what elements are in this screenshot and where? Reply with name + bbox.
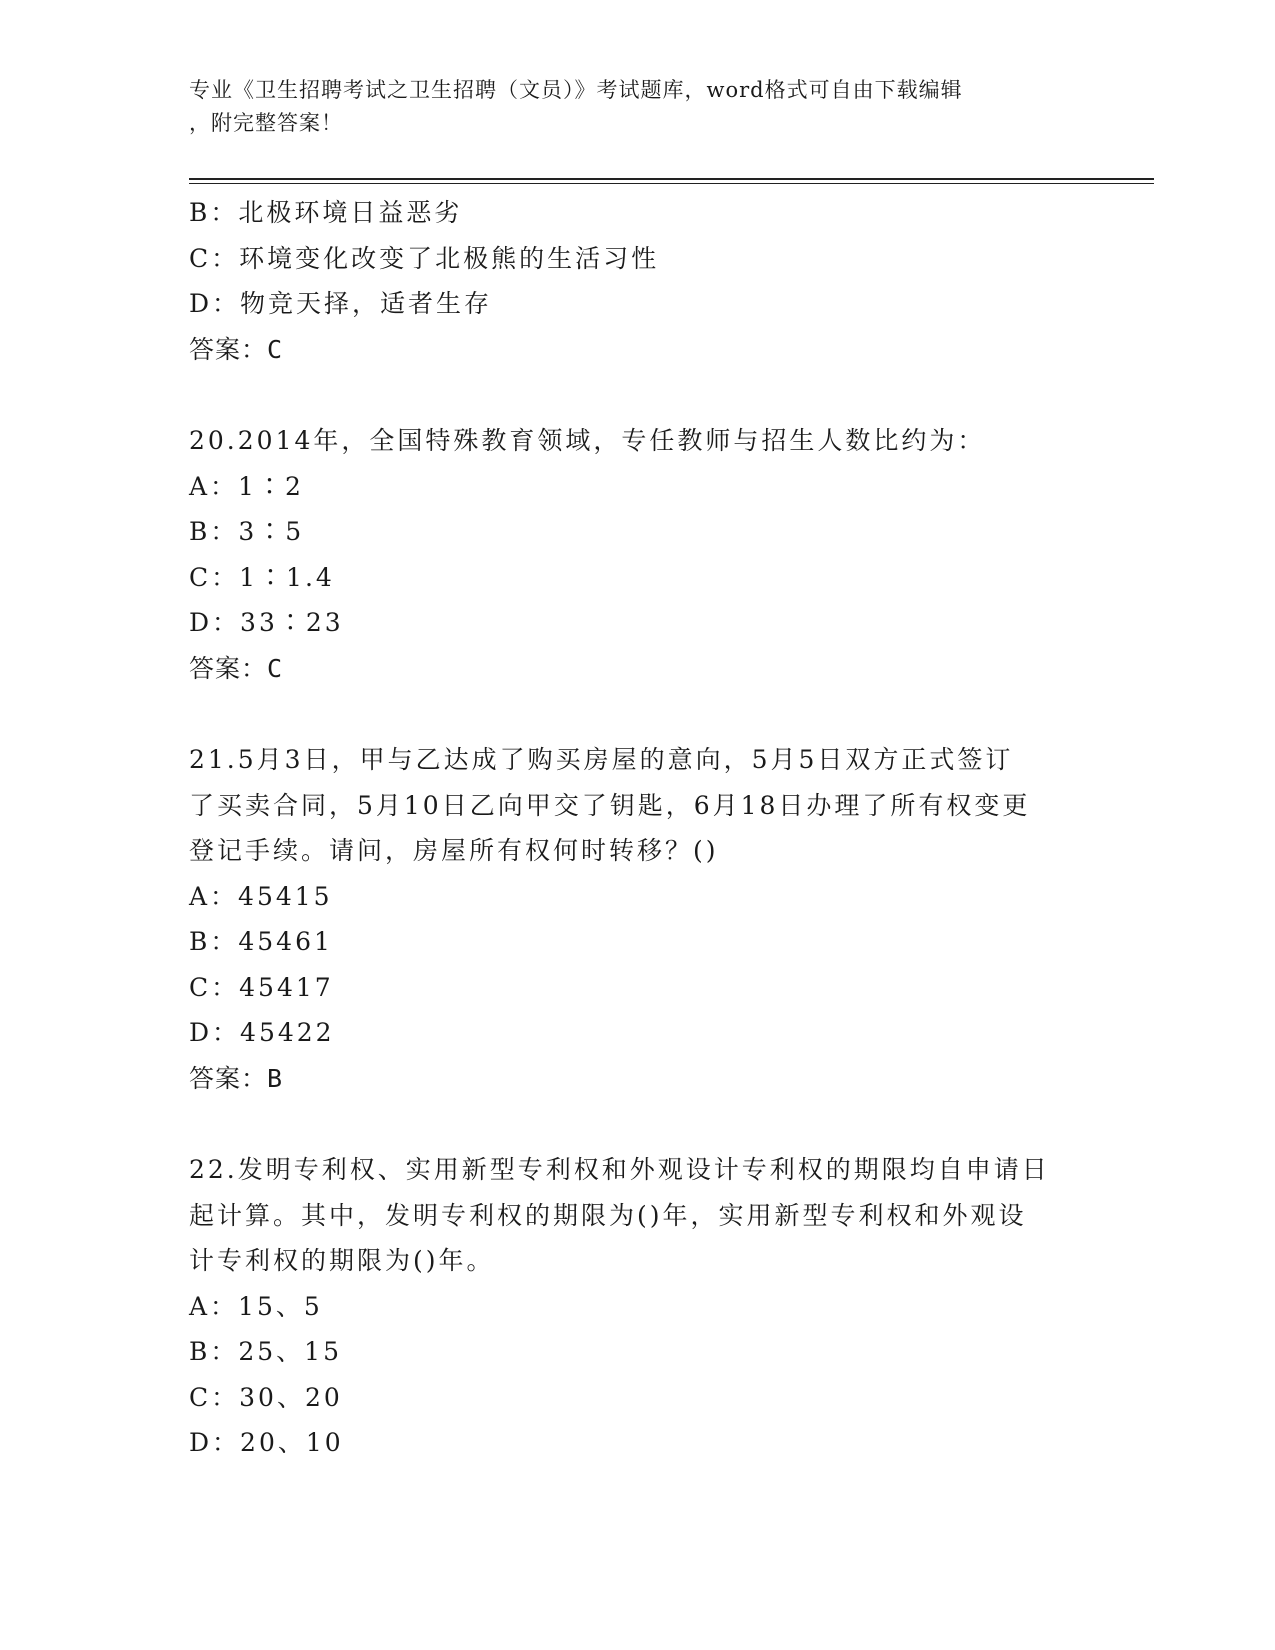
- option-d: D：45422: [189, 1018, 335, 1047]
- question-stem-line-1: 22.发明专利权、实用新型专利权和外观设计专利权的期限均自申请日: [189, 1155, 1050, 1184]
- header-divider-thick: [189, 178, 1154, 180]
- option-a: A：45415: [189, 881, 333, 911]
- question-stem-line-2: 起计算。其中，发明专利权的期限为()年，实用新型专利权和外观设: [189, 1200, 1027, 1230]
- option-b: B：北极环境日益恶劣: [189, 198, 463, 227]
- option-d: D：33∶23: [189, 608, 344, 637]
- header-line-2: ，附完整答案！: [189, 111, 343, 135]
- option-c: C：1∶1.4: [189, 562, 335, 592]
- question-21: [189, 737, 1089, 1101]
- question-stem-line-2: 了买卖合同，5月10日乙向甲交了钥匙，6月18日办理了所有权变更: [189, 790, 1031, 820]
- option-c: C：45417: [189, 972, 334, 1002]
- question-stem-line-3: 登记手续。请问，房屋所有权何时转移？(): [189, 836, 719, 865]
- answer: 答案：B: [189, 1063, 284, 1093]
- answer: 答案：C: [189, 653, 284, 683]
- option-c: C：30、20: [189, 1382, 343, 1412]
- question-stem-line-3: 计专利权的期限为()年。: [189, 1246, 495, 1275]
- question-content: [189, 190, 1089, 1466]
- option-b: B：25、15: [189, 1337, 342, 1366]
- option-c: C：环境变化改变了北极熊的生活习性: [189, 243, 660, 273]
- option-d: D：物竞天择，适者生存: [189, 289, 493, 318]
- option-b: B：45461: [189, 927, 333, 956]
- question-stem: 20.2014年，全国特殊教育领域，专任教师与招生人数比约为：: [189, 426, 986, 455]
- document-header: [189, 74, 1069, 140]
- header-divider-thin: [189, 183, 1154, 184]
- option-a: A：1∶2: [189, 471, 304, 501]
- question-stem-line-1: 21.5月3日，甲与乙达成了购买房屋的意向，5月5日双方正式签订: [189, 745, 1014, 774]
- answer: 答案：C: [189, 334, 284, 364]
- option-b: B：3∶5: [189, 517, 305, 546]
- option-d: D：20、10: [189, 1428, 344, 1457]
- question-22: [189, 1147, 1089, 1466]
- option-a: A：15、5: [189, 1291, 323, 1321]
- header-line-1: 专业《卫生招聘考试之卫生招聘（文员）》考试题库，word格式可自由下载编辑: [189, 78, 963, 102]
- question-20: [189, 418, 1089, 691]
- question-19-options: [189, 190, 1089, 372]
